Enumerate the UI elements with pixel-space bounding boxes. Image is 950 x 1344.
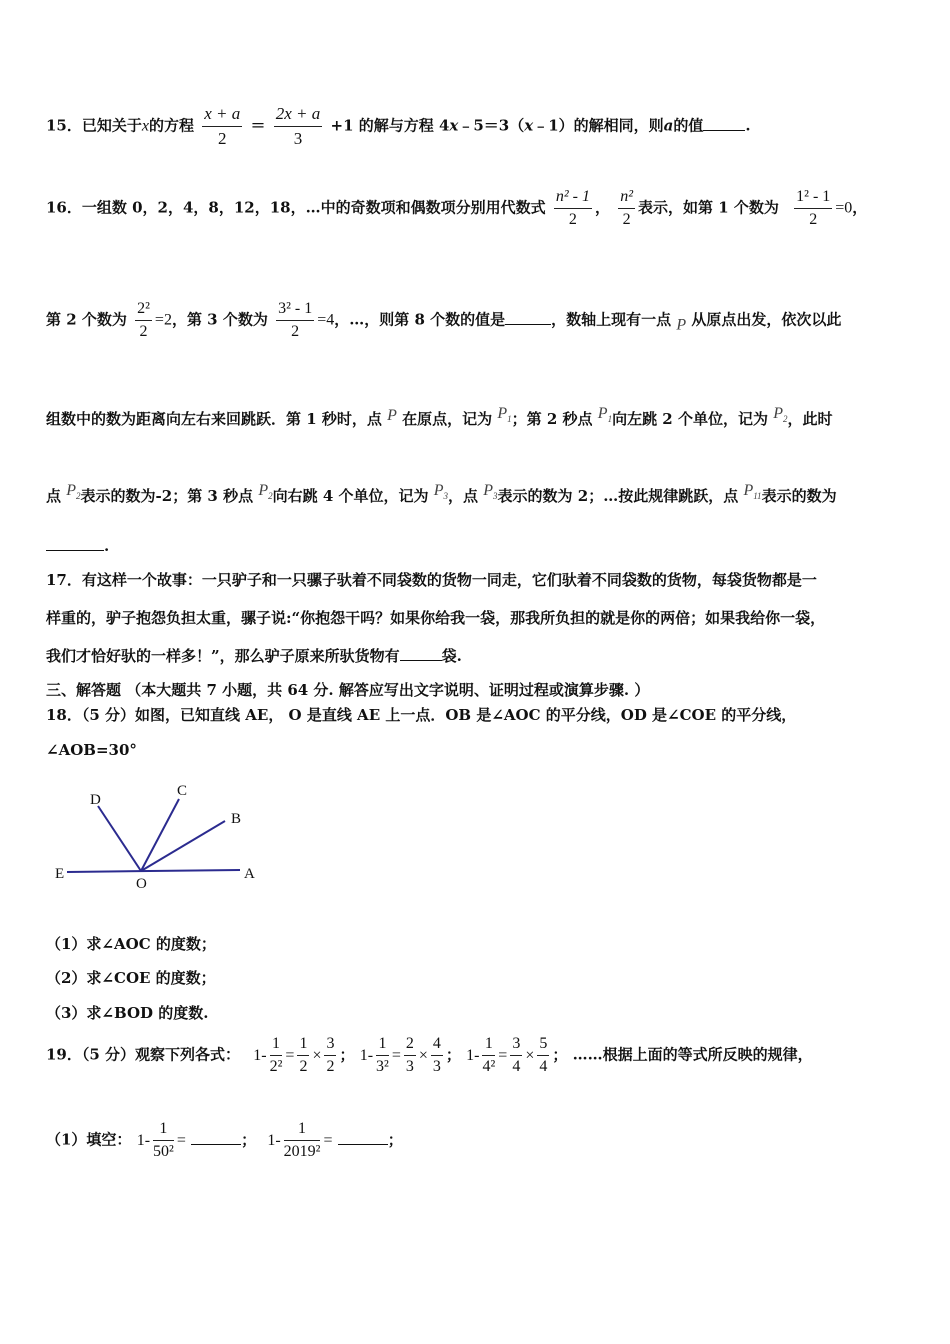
q19-eq-2: 1- $\frac{1}{\text{3²}}$ = $\frac{2}{3}$ × $\frac{4}{3}$ ； bbox=[359, 1035, 461, 1075]
q18-sub-2: （2）求∠COE 的度数； bbox=[46, 969, 216, 987]
q19-number: 19．（5 分）观察下列各式： bbox=[46, 1045, 241, 1064]
q16-blank-1 bbox=[505, 323, 551, 325]
section-3-heading: 三、解答题 （本大题共 7 小题，共 64 分. 解答应写出文字说明、证明过程或演算步骤. ） bbox=[46, 681, 650, 699]
q16-fraction-third: $\frac{\text{3² - 1}}{2}$ bbox=[278, 300, 313, 340]
q19-fill-2: 1- $\frac{1}{\text{2019²}}$ = ； bbox=[267, 1120, 403, 1160]
label-O: O bbox=[136, 876, 147, 892]
q16-fraction-even: $\frac{\text{n²}}{2}$ bbox=[620, 188, 634, 228]
q17-answer-blank bbox=[400, 659, 442, 661]
q15-number: 15． bbox=[46, 116, 82, 135]
q19-eq-3: 1- $\frac{1}{\text{4²}}$ = $\frac{3}{4}$ × $\frac{5}{4}$ ； bbox=[466, 1035, 568, 1075]
q16-line-1: 16．一组数 0，2，4，8，12，18，…中的奇数项和偶数项分别用代数式 $\frac{\text{n² - 1}}{2}$ ， $\frac{\text{n²}}{2}$ 表示，如第 1 个数为 $\frac{\text{1² - 1}}{2}$ =0， bbox=[46, 188, 868, 228]
q16-fraction-first: $\frac{\text{1² - 1}}{2}$ bbox=[796, 188, 831, 228]
q16-number: 16． bbox=[46, 198, 82, 217]
q15-fraction-2: $\frac{2x + a}{3}$ bbox=[275, 104, 321, 148]
q16-fraction-odd: $\frac{\text{n² - 1}}{2}$ bbox=[555, 188, 590, 228]
q15-line: 15．已知关于x的方程 $\frac{x + a}{2}$ ＝ $\frac{2x + a}{3}$ +1 的解与方程 4x﹣5＝3（x﹣1）的解相同，则a的值 . bbox=[46, 104, 751, 148]
label-C: C bbox=[177, 783, 188, 799]
ray-OD bbox=[98, 806, 141, 871]
q18-line-2: ∠AOB=30° bbox=[46, 741, 137, 759]
q16-line-5: . bbox=[46, 537, 109, 555]
label-B: B bbox=[231, 811, 242, 827]
q17-line-2: 样重的，驴子抱怨负担太重，骡子说:“你抱怨干吗？如果你给我一袋，那我所负担的就是你的两倍；如果我给你一袋， bbox=[46, 609, 826, 627]
q16-blank-2 bbox=[46, 549, 104, 551]
q19-eq-1: 1- $\frac{1}{\text{2²}}$ = $\frac{1}{2}$ × $\frac{3}{2}$ ； bbox=[253, 1035, 355, 1075]
q18-line-1: 18．（5 分）如图，已知直线 AE， O 是直线 AE 上一点．OB 是∠AOC 的平分线，OD 是∠COE 的平分线， bbox=[46, 706, 797, 724]
angle-diagram bbox=[46, 778, 266, 898]
label-E: E bbox=[55, 866, 65, 882]
q17-line-3: 我们才恰好驮的一样多！”，那么驴子原来所驮货物有 袋. bbox=[46, 647, 462, 665]
q19-fill-line: （1）填空： 1- $\frac{1}{\text{50²}}$ = ； 1- $\frac{1}{\text{2019²}}$ = ； bbox=[46, 1120, 403, 1160]
line-EA bbox=[67, 870, 240, 872]
q19-fill-1: 1- $\frac{1}{\text{50²}}$ = ； bbox=[136, 1120, 257, 1160]
q19-line-1: 19．（5 分）观察下列各式： 1- $\frac{1}{\text{2²}}$ = $\frac{1}{2}$ × $\frac{3}{2}$ ； 1- $\frac{1}{\text{3²}}$ = $\frac{2}{3}$ × $\frac{4}{3}$ ； 1- $\frac{1}{\text{4²}}$ = $\frac{3}{4}$ × $\frac{5}{4}$ ； ……根据上面的等式所反映的规律， bbox=[46, 1035, 813, 1075]
q19-blank-1 bbox=[191, 1143, 241, 1145]
q18-sub-3: （3）求∠BOD 的度数. bbox=[46, 1004, 209, 1022]
q15-answer-blank bbox=[703, 129, 745, 131]
label-A: A bbox=[244, 866, 255, 882]
label-D: D bbox=[90, 792, 101, 808]
q19-blank-2 bbox=[338, 1143, 388, 1145]
q17-line-1: 17．有这样一个故事：一只驴子和一只骡子驮着不同袋数的货物一同走，它们驮着不同袋数的货物，每袋货物都是一 bbox=[46, 571, 817, 589]
q18-sub-1: （1）求∠AOC 的度数； bbox=[46, 935, 216, 953]
q16-line-4: 点 $P_2$表示的数为-2；第 3 秒点 $P_2$向右跳 4 个单位，记为 $P_3$，点 $P_3$表示的数为 2；…按此规律跳跃，点 $P_{11}$表示的数为 bbox=[46, 482, 837, 505]
q16-fraction-second: $\frac{\text{2²}}{2}$ bbox=[137, 300, 150, 340]
q16-line-3: 组数中的数为距离向左右来回跳跃．第 1 秒时，点 P 在原点，记为 $P_1$；第 2 秒点 $P_1$向左跳 2 个单位，记为 $P_2$，此时 bbox=[46, 405, 833, 428]
q15-fraction-1: $\frac{x + a}{2}$ bbox=[204, 104, 241, 148]
q16-line-2: 第 2 个数为 $\frac{\text{2²}}{2}$ =2，第 3 个数为 $\frac{\text{3² - 1}}{2}$ =4，…，则第 8 个数的值是 ，数轴上现有一点 P 从原点出发，依次以此 bbox=[46, 300, 842, 340]
